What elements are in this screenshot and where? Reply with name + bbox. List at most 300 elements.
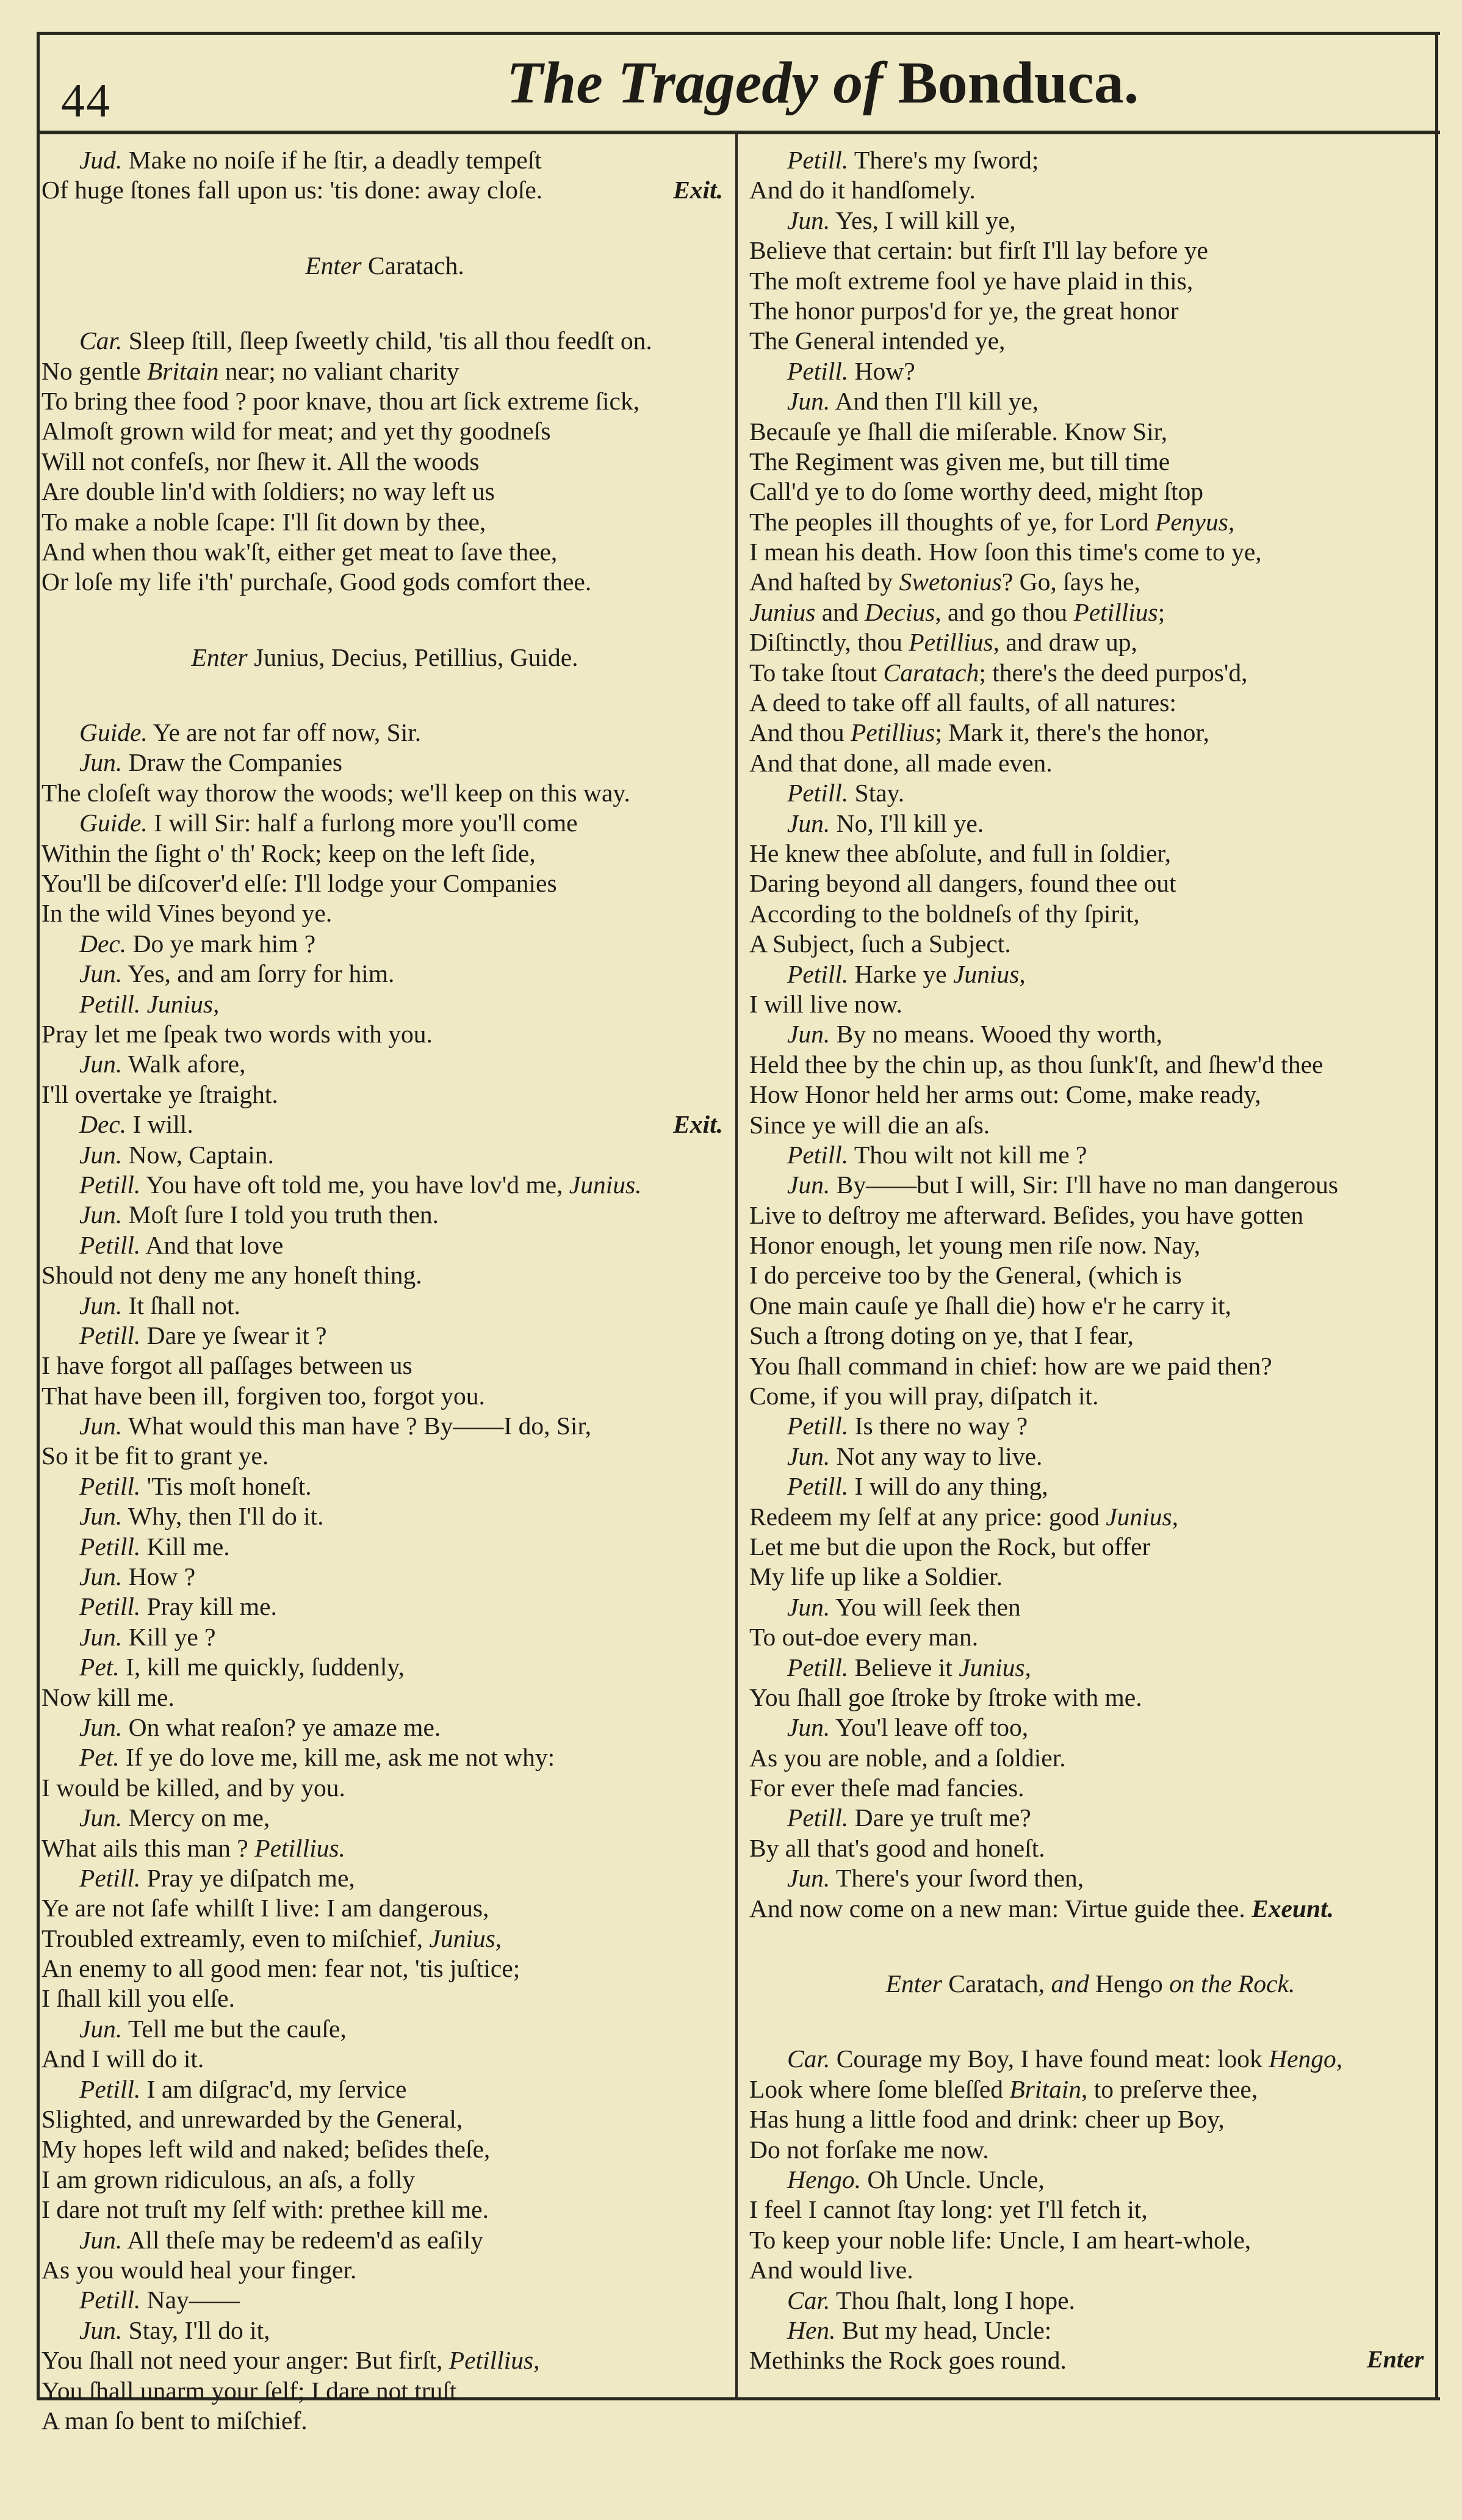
line-text: You ſhall command in chief: how are we paid then? xyxy=(749,1351,1272,1380)
line-text: What would this man have ? By——I do, Sir, xyxy=(122,1412,591,1440)
line-text: Becauſe ye ſhall die miſerable. Know Sir, xyxy=(749,417,1168,446)
line-text: You will ſeek then xyxy=(830,1592,1021,1621)
line-text: You'l leave off too, xyxy=(830,1713,1029,1742)
verse-line xyxy=(749,748,1431,778)
verse-line xyxy=(41,537,728,567)
line-text: Why, then I'll do it. xyxy=(122,1502,324,1531)
verse-line xyxy=(41,1863,728,1893)
verse-line xyxy=(41,1622,728,1652)
line-text: I do perceive too by the General, (which is xyxy=(749,1261,1182,1290)
line-text: Walk afore, xyxy=(122,1050,246,1078)
line-text: It ſhall not. xyxy=(122,1291,240,1320)
line-text: Look where ſome bleſſed xyxy=(749,2074,1010,2103)
verse-line xyxy=(749,1050,1431,1080)
speaker-name: Petill. xyxy=(79,2074,141,2103)
blank-line xyxy=(749,1924,1431,1969)
line-text: Stay, I'll do it, xyxy=(122,2316,270,2344)
line-text: As you would heal your finger. xyxy=(41,2256,357,2284)
verse-line xyxy=(749,688,1431,718)
verse-line xyxy=(41,2044,728,2074)
verse-line xyxy=(41,447,728,477)
line-text: Oh Uncle. Uncle, xyxy=(861,2165,1045,2193)
stage-enter: Enter xyxy=(191,643,248,671)
speaker-name: Jun. xyxy=(79,1050,123,1078)
verse-line xyxy=(749,236,1431,265)
line-text: According to the boldneſs of thy ſpirit, xyxy=(749,899,1140,928)
verse-line xyxy=(41,1049,728,1079)
speaker-name: Jun. xyxy=(79,1412,123,1440)
verse-line xyxy=(41,1592,728,1622)
verse-line xyxy=(41,1532,728,1562)
verse-line xyxy=(41,1230,728,1260)
verse-line xyxy=(41,1260,728,1290)
line-text: Dare ye ſwear it ? xyxy=(140,1321,327,1349)
speaker-name: Jun. xyxy=(787,206,830,234)
stage-names: Caratach, xyxy=(942,1969,1051,1998)
line-text: 'Tis moſt honeſt. xyxy=(140,1471,312,1500)
verse-line xyxy=(41,1351,728,1381)
verse-line xyxy=(41,2225,728,2255)
verse-line xyxy=(749,2345,1431,2375)
top-rule xyxy=(37,32,1440,35)
line-text xyxy=(140,990,146,1018)
line-text: You have oft told me, you have lov'd me, xyxy=(140,1170,569,1199)
speaker-name: Jun. xyxy=(79,959,123,988)
line-text: Believe that certain: but firſt I'll lay before ye xyxy=(749,236,1208,265)
line-text: And would live. xyxy=(749,2256,913,2284)
line-text: Should not deny me any honeſt thing. xyxy=(41,1261,422,1290)
speaker-name: Pet. xyxy=(79,1653,120,1681)
verse-line xyxy=(749,145,1431,175)
speaker-name: Petill. xyxy=(79,1321,141,1349)
line-text: Thou ſhalt, long I hope. xyxy=(830,2286,1075,2314)
verse-line xyxy=(749,537,1431,567)
verse-line xyxy=(749,1200,1431,1230)
verse-line xyxy=(749,658,1431,688)
line-text: But my head, Uncle: xyxy=(835,2316,1052,2344)
line-text: I, kill me quickly, ſuddenly, xyxy=(119,1653,405,1681)
verse-line xyxy=(41,868,728,898)
verse-line xyxy=(41,2316,728,2345)
verse-line xyxy=(749,1532,1431,1562)
italic-name: Hengo, xyxy=(1269,2045,1343,2073)
line-text: To bring thee food ? poor knave, thou art ſick extreme ſick, xyxy=(41,386,640,415)
speaker-name: Jun. xyxy=(79,748,123,777)
line-text: I'll overtake ye ſtraight. xyxy=(41,1080,278,1108)
verse-line xyxy=(749,356,1431,386)
verse-line xyxy=(41,1984,728,2013)
verse-line xyxy=(749,266,1431,296)
verse-line xyxy=(41,1200,728,1230)
line-text: If ye do love me, kill me, ask me not why: xyxy=(119,1743,555,1772)
line-text: By——but I will, Sir: I'll have no man dangerous xyxy=(830,1171,1339,1199)
title-italic: The Tragedy of xyxy=(506,50,883,116)
line-text: Make no noiſe if he ſtir, a deadly tempeſt xyxy=(122,146,542,174)
speaker-name: Pet. xyxy=(79,1743,120,1772)
verse-line xyxy=(749,206,1431,236)
verse-line xyxy=(749,839,1431,868)
speaker-name: Petill. xyxy=(79,2286,141,2314)
verse-line xyxy=(41,386,728,416)
line-text: , and go thou xyxy=(935,598,1074,626)
line-text: Yes, I will kill ye, xyxy=(830,206,1016,234)
line-text: To keep your noble life: Uncle, I am heart-whole, xyxy=(749,2225,1251,2254)
verse-line xyxy=(41,2376,728,2406)
line-text: Ye are not ſafe whilſt I live: I am dangerous, xyxy=(41,1894,489,1922)
left-text-column xyxy=(41,145,728,2436)
verse-line xyxy=(41,416,728,446)
verse-line xyxy=(749,1562,1431,1592)
speaker-name: Jun. xyxy=(787,1020,830,1049)
line-text: A Subject, ſuch a Subject. xyxy=(749,930,1011,958)
verse-line xyxy=(749,1471,1431,1501)
speaker-name: Petill. xyxy=(79,1170,141,1199)
line-text: And then I'll kill ye, xyxy=(830,387,1039,416)
speaker-name: Jun. xyxy=(787,1171,830,1199)
line-text: I ſhall kill you elſe. xyxy=(41,1984,235,2013)
line-text: Troubled extreamly, even to miſchief, xyxy=(41,1924,430,1952)
catchword: Enter xyxy=(1367,2345,1424,2373)
speaker-name: Jun. xyxy=(79,1291,123,1320)
speaker-name: Jun. xyxy=(79,2316,123,2344)
verse-line xyxy=(41,1110,728,1139)
verse-line xyxy=(749,598,1431,627)
verse-line xyxy=(41,929,728,959)
italic-name: Petillius xyxy=(909,628,993,657)
header-rule xyxy=(37,131,1440,134)
line-text: How? xyxy=(848,356,915,385)
line-text: Ye are not far off now, Sir. xyxy=(147,718,422,747)
speaker-name: Petill. xyxy=(79,1471,141,1500)
verse-line xyxy=(749,929,1431,959)
line-text: ? Go, ſays he, xyxy=(1001,568,1140,596)
verse-line xyxy=(749,2195,1431,2225)
verse-line xyxy=(41,356,728,386)
verse-line xyxy=(749,1894,1431,1924)
line-text: An enemy to all good men: fear not, 'tis juſtice; xyxy=(41,1954,520,1983)
verse-line xyxy=(749,507,1431,537)
italic-name: Caratach xyxy=(883,658,979,687)
verse-line xyxy=(749,718,1431,748)
italic-name: Junius, xyxy=(146,989,220,1018)
line-text: Courage my Boy, I have found meat: look xyxy=(830,2045,1269,2073)
italic-name: Petillius xyxy=(1073,598,1158,626)
blank-line xyxy=(41,281,728,326)
line-text: By no means. Wooed thy worth, xyxy=(830,1020,1162,1049)
line-text: Has hung a little food and drink: cheer up Boy, xyxy=(749,2105,1225,2134)
speaker-name: Jun. xyxy=(787,1592,830,1621)
verse-line xyxy=(41,959,728,989)
line-text: The honor purpos'd for ye, the great honor xyxy=(749,296,1179,325)
line-text: On what reaſon? ye amaze me. xyxy=(122,1713,441,1741)
speaker-name: Petill. xyxy=(787,146,849,174)
verse-line xyxy=(41,898,728,928)
line-text: Sleep ſtill, ſleep ſweetly child, 'tis all thou feedſt on. xyxy=(122,327,652,355)
line-text: And when thou wak'ſt, either get meat to ſave thee, xyxy=(41,537,558,566)
verse-line xyxy=(41,1954,728,1984)
line-text: Call'd ye to do ſome worthy deed, might ſtop xyxy=(749,477,1204,506)
verse-line xyxy=(749,1019,1431,1049)
speaker-name: Petill. xyxy=(787,959,849,988)
line-text: Will not confeſs, nor ſhew it. All the woods xyxy=(41,447,480,475)
verse-line xyxy=(749,809,1431,839)
line-text: The cloſeſt way thorow the woods; we'll keep on this way. xyxy=(41,778,630,807)
right-frame-rule xyxy=(1435,32,1438,2400)
stage-names: Junius, Decius, Petillius, Guide. xyxy=(247,643,578,671)
italic-name: Junius. xyxy=(569,1170,642,1199)
verse-line xyxy=(749,1502,1431,1532)
line-text: Do ye mark him ? xyxy=(126,929,316,958)
line-text: To out-doe every man. xyxy=(749,1623,979,1652)
speaker-name: Petill. xyxy=(787,779,849,807)
verse-line xyxy=(749,1713,1431,1742)
blank-line xyxy=(41,673,728,718)
line-text: Come, if you will pray, diſpatch it. xyxy=(749,1382,1099,1410)
verse-line xyxy=(749,1803,1431,1833)
verse-line xyxy=(749,326,1431,356)
verse-line xyxy=(749,1592,1431,1622)
line-text: That have been ill, forgiven too, forgot you. xyxy=(41,1381,485,1410)
exit-direction: Exit. xyxy=(673,176,723,204)
stage-names: Caratach. xyxy=(361,251,464,280)
verse-line xyxy=(41,1471,728,1501)
verse-line xyxy=(749,1321,1431,1351)
line-text: You ſhall goe ſtroke by ſtroke with me. xyxy=(749,1683,1142,1711)
speaker-name: Petill. xyxy=(79,1230,141,1259)
verse-line xyxy=(749,778,1431,808)
verse-line xyxy=(749,1230,1431,1260)
line-text: I will. xyxy=(126,1110,193,1139)
italic-name: Junius, xyxy=(952,959,1026,988)
verse-line xyxy=(749,1080,1431,1110)
line-text: And that love xyxy=(140,1230,284,1259)
verse-line xyxy=(749,1260,1431,1290)
verse-line xyxy=(41,839,728,868)
verse-line xyxy=(749,1351,1431,1381)
line-text: Now kill me. xyxy=(41,1683,175,1711)
verse-line xyxy=(41,2285,728,2315)
line-text: ; xyxy=(1158,598,1165,626)
verse-line xyxy=(749,989,1431,1019)
line-text: I will do any thing, xyxy=(848,1472,1048,1501)
line-text: I have forgot all paſſages between us xyxy=(41,1351,412,1380)
verse-line xyxy=(41,145,728,175)
line-text: Or loſe my life i'th' purchaſe, Good gods comfort thee. xyxy=(41,568,592,596)
line-text: There's my ſword; xyxy=(848,146,1039,174)
italic-name: Junius, xyxy=(959,1653,1031,1681)
verse-line xyxy=(41,718,728,748)
line-text: , and draw up, xyxy=(993,628,1137,657)
verse-line xyxy=(749,2104,1431,2134)
line-text: You'll be diſcover'd elſe: I'll lodge your Companies xyxy=(41,869,557,898)
line-text: Let me but die upon the Rock, but offer xyxy=(749,1532,1151,1561)
line-text: The moſt extreme fool ye have plaid in this, xyxy=(749,266,1194,295)
verse-line xyxy=(41,2255,728,2285)
line-text: Do not forſake me now. xyxy=(749,2135,989,2164)
verse-line xyxy=(41,1411,728,1441)
line-text: One main cauſe ye ſhall die) how e'r he carry it, xyxy=(749,1291,1231,1320)
line-text: Live to deſtroy me afterward. Beſides, you have gotten xyxy=(749,1200,1304,1229)
line-text: He knew thee abſolute, and full in ſoldier, xyxy=(749,839,1171,867)
line-text: Nay—— xyxy=(140,2286,240,2314)
line-text: I am grown ridiculous, an aſs, a folly xyxy=(41,2165,415,2193)
speaker-name: Dec. xyxy=(79,1110,127,1139)
line-text: Pray ye diſpatch me, xyxy=(140,1863,355,1892)
line-text: And haſted by xyxy=(749,568,899,596)
line-text: A man ſo bent to miſchief. xyxy=(41,2406,308,2435)
speaker-name: Jun. xyxy=(79,1713,123,1741)
speaker-name: Jun. xyxy=(787,1713,830,1742)
verse-line xyxy=(749,1683,1431,1713)
speaker-name: Jun. xyxy=(787,809,830,837)
verse-line xyxy=(41,2104,728,2134)
verse-line xyxy=(41,2074,728,2104)
verse-line xyxy=(41,1924,728,1954)
italic-name: Junius, xyxy=(1106,1502,1178,1531)
line-text: I will Sir: half a furlong more you'll come xyxy=(147,809,578,837)
stage-names: Hengo xyxy=(1089,1969,1170,1998)
verse-line xyxy=(749,1622,1431,1652)
verse-line xyxy=(749,1291,1431,1321)
line-text: Honor enough, let young men riſe now. Nay, xyxy=(749,1231,1201,1260)
line-text: Is there no way ? xyxy=(848,1412,1028,1440)
line-text: The Regiment was given me, but till time xyxy=(749,447,1170,475)
stage-direction xyxy=(41,251,728,281)
line-text: Since ye will die an aſs. xyxy=(749,1110,990,1139)
line-text: All theſe may be redeem'd as eaſily xyxy=(122,2225,484,2254)
line-text: Redeem my ſelf at any price: good xyxy=(749,1502,1106,1531)
speaker-name: Hengo. xyxy=(787,2165,862,2193)
verse-line xyxy=(41,2195,728,2225)
stage-and: and xyxy=(1051,1969,1089,1998)
speaker-name: Petill. xyxy=(79,989,141,1018)
line-text: And now come on a new man: Virtue guide thee. xyxy=(749,1894,1245,1922)
speaker-name: Guide. xyxy=(79,809,148,837)
line-text: My life up like a Soldier. xyxy=(749,1562,1003,1591)
stage-enter: Enter xyxy=(305,251,362,280)
verse-line xyxy=(749,1863,1431,1893)
verse-line xyxy=(41,1441,728,1471)
verse-line xyxy=(41,1170,728,1200)
line-text: Draw the Companies xyxy=(122,748,343,777)
italic-name: Petillius xyxy=(851,718,935,747)
line-text: A deed to take off all faults, of all natures: xyxy=(749,688,1176,717)
speaker-name: Petill. xyxy=(79,1863,141,1892)
speaker-name: Jun. xyxy=(79,1502,123,1531)
stage-location: on the Rock. xyxy=(1169,1969,1295,1998)
exit-direction: Exeunt. xyxy=(1245,1894,1334,1922)
verse-line xyxy=(41,1773,728,1803)
verse-line xyxy=(41,326,728,356)
line-text: Such a ſtrong doting on ye, that I fear, xyxy=(749,1321,1134,1350)
speaker-name: Jun. xyxy=(79,2014,123,2043)
verse-line xyxy=(41,2406,728,2436)
line-text: Almoſt grown wild for meat; and yet thy goodneſs xyxy=(41,417,551,446)
line-text: Harke ye xyxy=(848,959,953,988)
verse-line xyxy=(41,1140,728,1170)
line-text: Not any way to live. xyxy=(830,1442,1043,1470)
verse-line xyxy=(41,1803,728,1833)
italic-name: Junius xyxy=(749,598,816,626)
verse-line xyxy=(41,989,728,1019)
line-text: Are double lin'd with ſoldiers; no way left us xyxy=(41,477,495,506)
line-text: I am diſgrac'd, my ſervice xyxy=(140,2074,407,2103)
verse-line xyxy=(41,567,728,597)
stage-direction xyxy=(41,643,728,673)
line-text: ; there's the deed purpos'd, xyxy=(979,658,1248,687)
verse-line xyxy=(749,296,1431,326)
speaker-name: Petill. xyxy=(787,1803,849,1832)
verse-line xyxy=(41,477,728,507)
line-text: The peoples ill thoughts of ye, for Lord xyxy=(749,507,1156,536)
speaker-name: Car. xyxy=(79,327,123,355)
speaker-name: Car. xyxy=(787,2286,830,2314)
verse-line xyxy=(749,959,1431,989)
line-text: And I will do it. xyxy=(41,2045,204,2073)
verse-line xyxy=(41,2345,728,2375)
line-text: Mercy on me, xyxy=(122,1803,270,1832)
speaker-name: Guide. xyxy=(79,718,148,747)
line-text: By all that's good and honeſt. xyxy=(749,1833,1045,1862)
verse-line xyxy=(749,1743,1431,1773)
verse-line xyxy=(749,1411,1431,1441)
line-text: What ails this man ? xyxy=(41,1833,255,1862)
speaker-name: Jun. xyxy=(79,1200,123,1229)
line-text: I mean his death. How ſoon this time's come to ye, xyxy=(749,538,1262,566)
exit-direction: Exit. xyxy=(673,1110,723,1139)
line-text: My hopes left wild and naked; beſides theſe, xyxy=(41,2135,491,2164)
line-text: And thou xyxy=(749,718,851,747)
line-text: So it be fit to grant ye. xyxy=(41,1442,269,1470)
line-text: and xyxy=(815,598,865,626)
line-text: Diſtinctly, thou xyxy=(749,628,909,657)
verse-line xyxy=(41,778,728,808)
line-text: Pray let me ſpeak two words with you. xyxy=(41,1019,433,1048)
speaker-name: Jun. xyxy=(787,1442,830,1470)
verse-line xyxy=(41,748,728,778)
verse-line xyxy=(41,175,728,205)
verse-line xyxy=(749,386,1431,416)
verse-line xyxy=(749,417,1431,447)
verse-line xyxy=(749,1833,1431,1863)
verse-line xyxy=(41,1080,728,1110)
line-text: You ſhall unarm your ſelf; I dare not truſt xyxy=(41,2376,457,2405)
line-text: For ever theſe mad fancies. xyxy=(749,1774,1024,1802)
blank-line xyxy=(41,206,728,251)
verse-line xyxy=(41,1652,728,1682)
line-text: Held thee by the chin up, as thou ſunk'ſt, and ſhew'd thee xyxy=(749,1050,1323,1078)
title-roman: Bonduca. xyxy=(898,50,1139,116)
blank-line xyxy=(749,1999,1431,2044)
line-text: And that done, all made even. xyxy=(749,748,1053,777)
speaker-name: Petill. xyxy=(787,1653,849,1681)
italic-name: Petillius, xyxy=(448,2346,540,2375)
italic-name: Britain xyxy=(146,356,219,385)
verse-line xyxy=(749,1381,1431,1411)
speaker-name: Jun. xyxy=(79,2225,123,2254)
line-text: Kill me. xyxy=(140,1532,230,1561)
line-text: No, I'll kill ye. xyxy=(830,809,984,837)
verse-line xyxy=(41,1833,728,1863)
verse-line xyxy=(41,808,728,838)
stage-direction xyxy=(749,1969,1431,1999)
speaker-name: Jun. xyxy=(787,1864,830,1893)
line-text: You ſhall not need your anger: But firſt, xyxy=(41,2346,449,2375)
verse-line xyxy=(41,1742,728,1772)
speaker-name: Jun. xyxy=(787,387,830,416)
verse-line xyxy=(749,1442,1431,1471)
page-number: 44 xyxy=(61,74,111,127)
